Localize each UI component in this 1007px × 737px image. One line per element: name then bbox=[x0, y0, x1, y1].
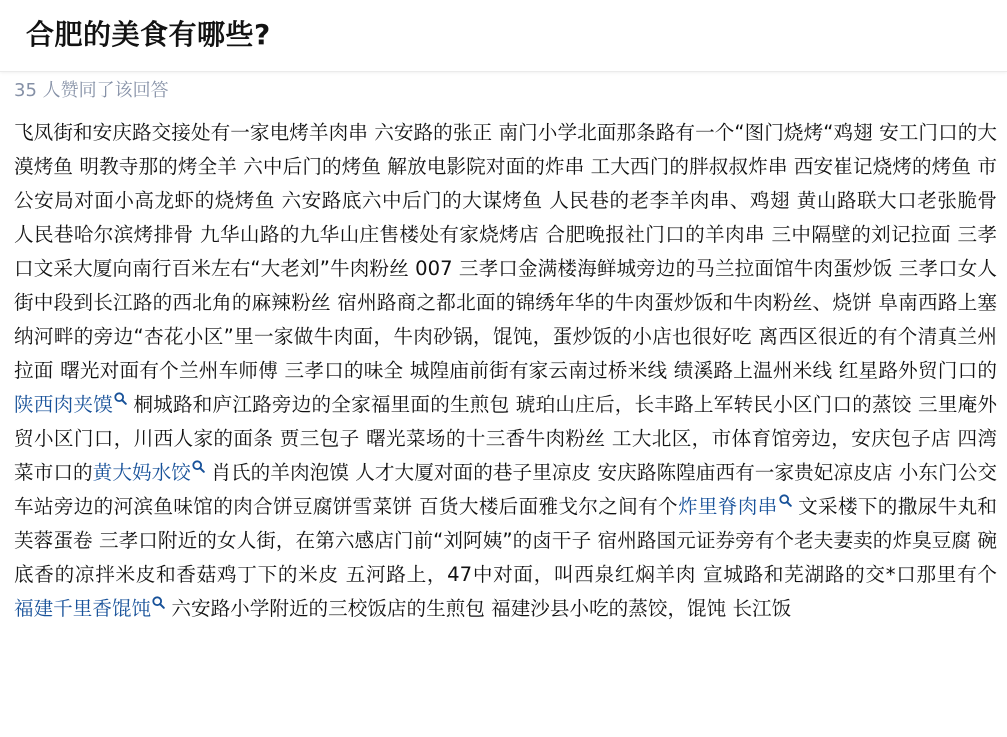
vote-count: 35 人赞同了该回答 bbox=[14, 80, 169, 101]
answer-text-segment: 肖氏的羊肉泡馍 人才大厦对面的巷子里凉皮 安庆路陈隍庙西有一家贵妃凉皮店 小东门公交车站旁边的河滨鱼味馆的肉合饼豆腐饼雪菜饼 百货大楼后面雅戈尔之间有个 bbox=[14, 461, 997, 518]
question-header bbox=[0, 0, 1007, 72]
keyword-search-link[interactable] bbox=[14, 597, 165, 620]
answer-text-segment: 文采楼下的撒尿牛丸和芙蓉蛋卷 三孝口附近的女人街，在第六感店门前“刘阿姨”的卤干子 宿州路国元证券旁有个老夫妻卖的炸臭豆腐 碗底香的凉拌米皮和香菇鸡丁下的米皮 五河路上，47中对面，叫西泉红焖羊肉 宣城路和芜湖路的交*口那里有个 bbox=[14, 495, 997, 586]
keyword-search-link[interactable] bbox=[678, 495, 792, 518]
search-icon[interactable] bbox=[779, 494, 792, 507]
answer-text-segment: 六安路小学附近的三校饭店的生煎包 福建沙县小吃的蒸饺，馄饨 长江饭 bbox=[165, 597, 792, 620]
answer-content bbox=[0, 104, 1007, 626]
keyword-link-text[interactable]: 陕西肉夹馍 bbox=[14, 393, 113, 416]
keyword-search-link[interactable] bbox=[14, 393, 127, 416]
answer-text-segment: 飞凤街和安庆路交接处有一家电烤羊肉串 六安路的张正 南门小学北面那条路有一个“图门烧烤“鸡翅 安工门口的大漠烤鱼 明教寺那的烤全羊 六中后门的烤鱼 解放电影院对面的炸串 工大西门的胖叔叔炸串 西安崔记烧烤的烤鱼 市公安局对面小高龙虾的烧烤鱼 六安路底六中后门的大谋烤鱼 人民巷的老李羊肉串、鸡翅 黄山路联大口老张脆骨 人民巷哈尔滨烤排骨 九华山路的九华山庄售楼处有家烧烤店 合肥晚报社门口的羊肉串 三中隔壁的刘记拉面 三孝口文采大厦向南行百米左右“大老刘”牛肉粉丝 007 三孝口金满楼海鲜城旁边的马兰拉面馆牛肉蛋炒饭 三孝口女人街中段到长江路的西北角的麻辣粉丝 宿州路商之都北面的锦绣年华的牛肉蛋炒饭和牛肉粉丝、烧饼 阜南西路上塞纳河畔的旁边“杏花小区”里一家做牛肉面，牛肉砂锅，馄饨，蛋炒饭的小店也很好吃 离西区很近的有个清真兰州拉面 曙光对面有个兰州车师傅 三孝口的味全 城隍庙前街有家云南过桥米线 绩溪路上温州米线 红星路外贸门口的 bbox=[14, 121, 997, 382]
keyword-link-text[interactable]: 福建千里香馄饨 bbox=[14, 597, 152, 620]
search-icon[interactable] bbox=[114, 392, 127, 405]
answer-text-segment: 桐城路和庐江路旁边的全家福里面的生煎包 琥珀山庄后，长丰路上军转民小区门口的蒸饺 三里庵外贸小区门口，川西人家的面条 贾三包子 曙光菜场的十三香牛肉粉丝 工大北区，市体育馆旁边，安庆包子店 四湾菜市口的 bbox=[14, 393, 997, 484]
search-icon[interactable] bbox=[152, 596, 165, 609]
question-title[interactable]: 合肥的美食有哪些? bbox=[26, 18, 271, 51]
keyword-link-text[interactable]: 炸里脊肉串 bbox=[677, 495, 778, 518]
keyword-search-link[interactable] bbox=[93, 461, 205, 484]
search-icon[interactable] bbox=[192, 460, 205, 473]
keyword-link-text[interactable]: 黄大妈水饺 bbox=[92, 461, 191, 484]
